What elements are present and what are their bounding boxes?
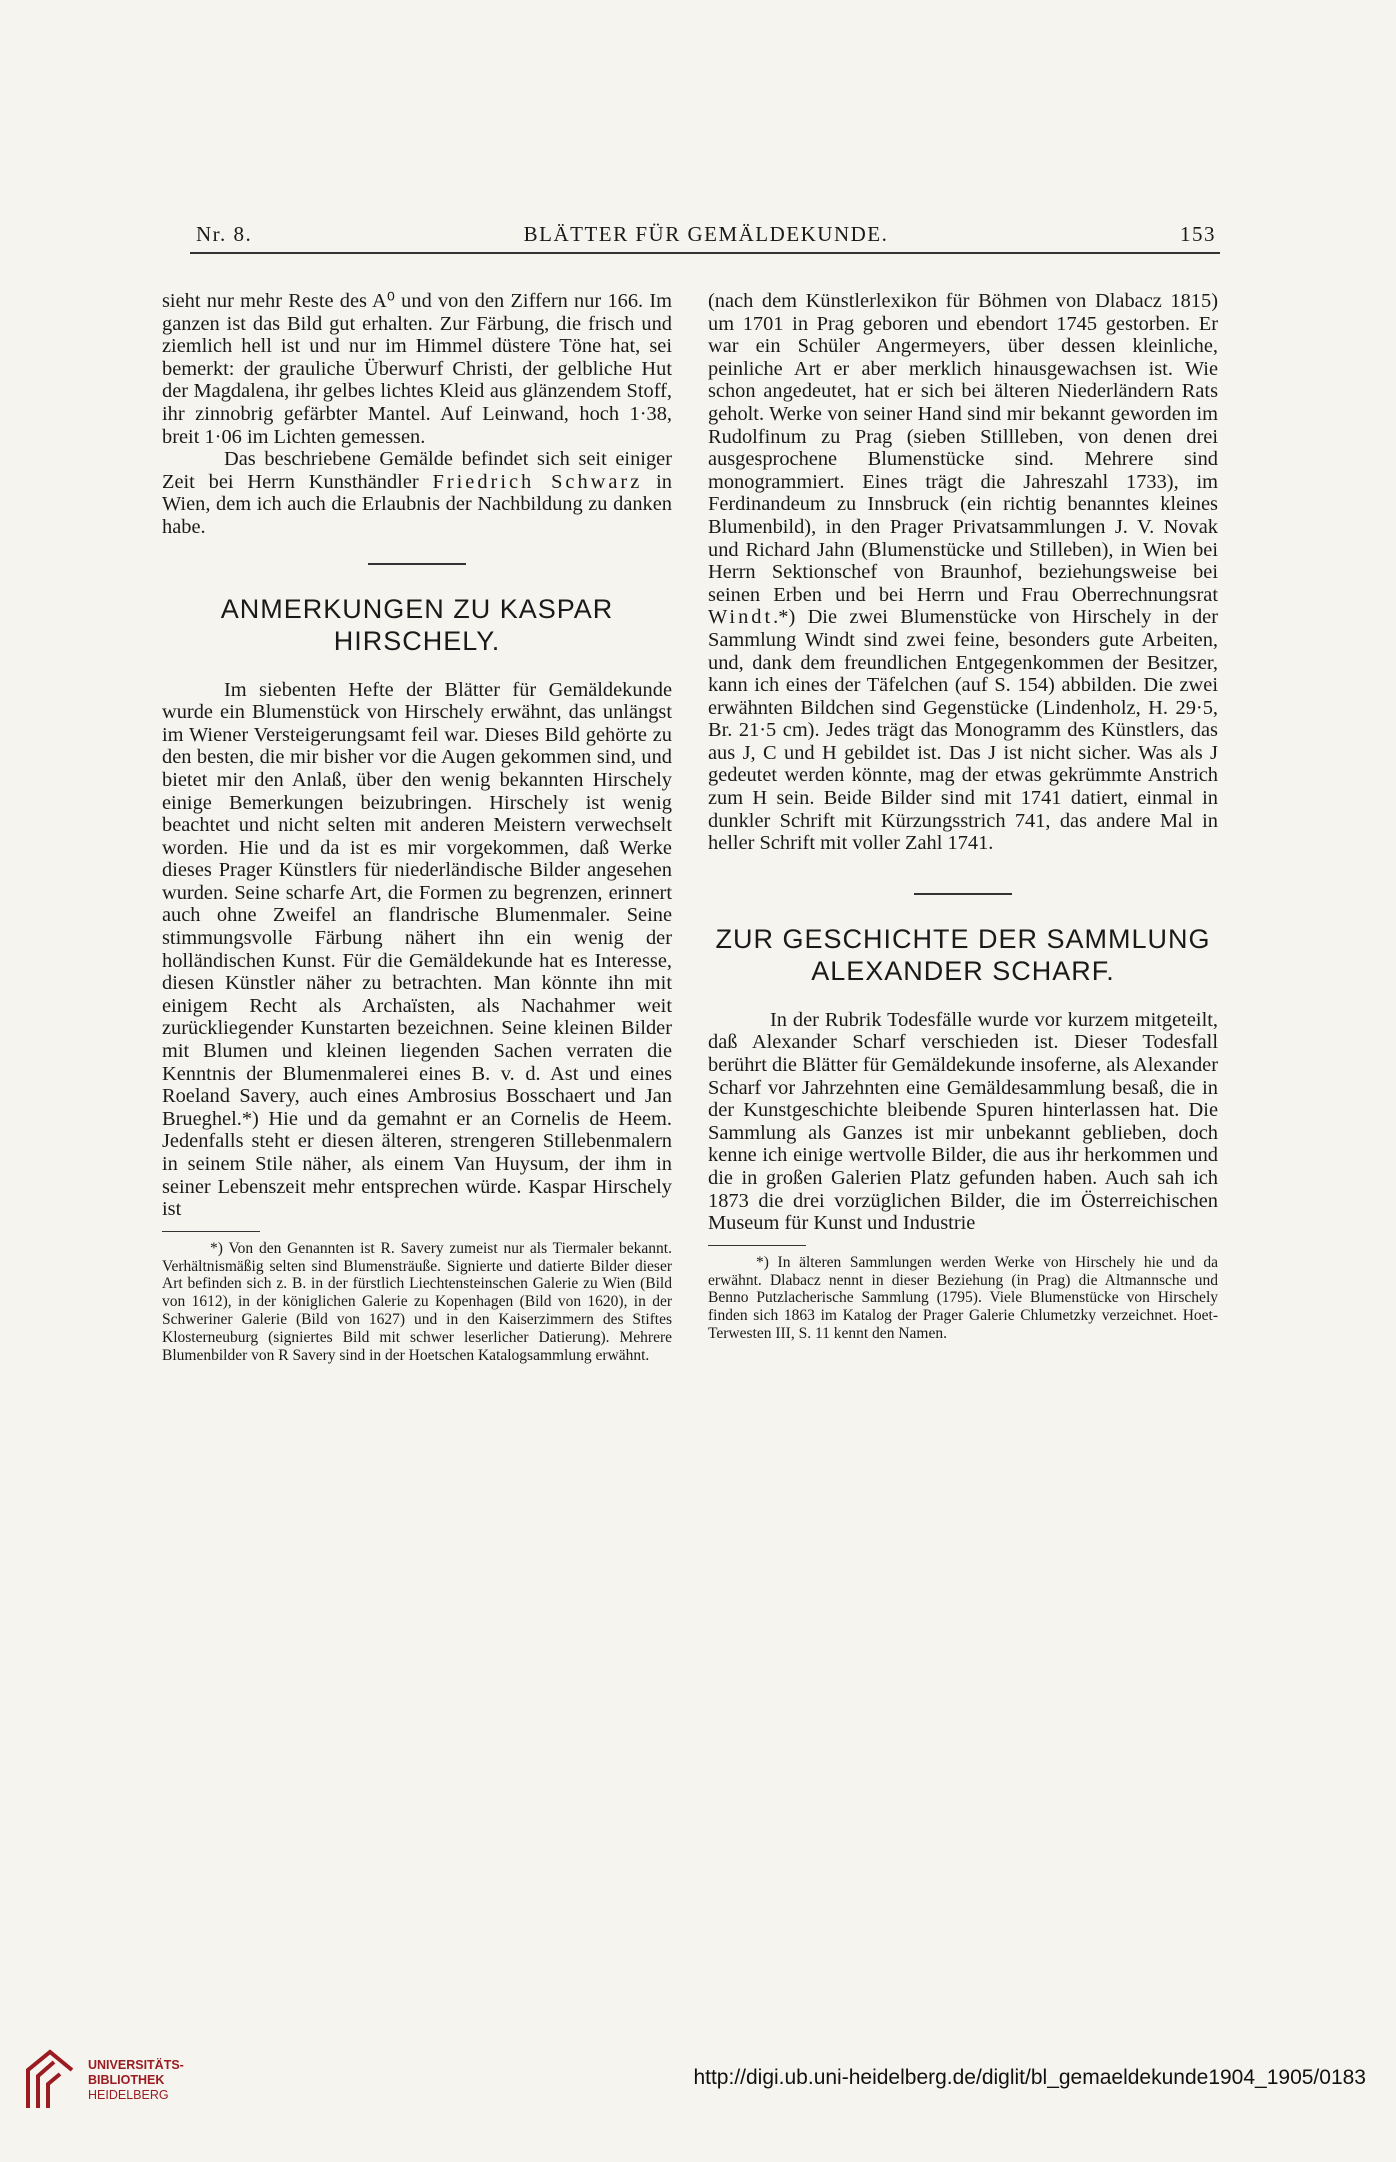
right-para1-before: (nach dem Künstlerlexikon für Böhmen von Dlabacz 1815) um 1701 in Prag geboren und ebendort 1745 gestorben. Er war ein Schüler Angermeyers, über dessen kleinliche, peinliche Art er aber merklich hinausgewachsen ist. Wie schon angedeutet, hat er sich bei älteren Niederländern Rats geholt. Werke von seiner Hand sind mir bekannt geworden im Rudolfinum zu Prag (sieben Stillleben, von denen drei ausgesprochene Blumenstücke sind. Mehrere sind monogrammiert. Eines trägt die Jahreszahl 1733), im Ferdinandeum zu Innsbruck (ein richtig benanntes kleines Blumenbild), in den Prager Privatsammlungen J. V. Novak und Richard Jahn (Blumenstücke und Stilleben), in Wien bei Herrn Sektionschef von Braunhof, beziehungsweise bei seinen Erben und bei Herrn und Frau Oberrechnungsrat bbox=[708, 290, 1218, 606]
right-para1-after: .*) Die zwei Blumenstücke von Hirschely in der Sammlung Windt sind zwei feine, besonders gute Arbeiten, und, dank dem freundlichen Entgegenkommen der Besitzer, kann ich eines der Täfelchen (auf S. 154) abbilden. Die zwei erwähnten Bildchen sind Gegenstücke (Lindenholz, H. 29·5, Br. 21·5 cm). Jedes trägt das Monogramm des Künstlers, das aus J, C und H gebildet ist. Das J ist nicht sicher. Was als J gedeutet werden könnte, mag der etwas gekrümmte Anstrich zum H sein. Beide Bilder sind mit 1741 datiert, einmal in dunkler Schrift mit Kürzungsstrich 741, das andere Mal in heller Schrift mit voller Zahl 1741. bbox=[708, 606, 1218, 855]
source-url-link[interactable]: http://digi.ub.uni-heidelberg.de/diglit/bl_gemaeldekunde1904_1905/0183 bbox=[693, 2066, 1366, 2089]
library-name-line-3: HEIDELBERG bbox=[88, 2088, 169, 2102]
page-number: 153 bbox=[1180, 222, 1216, 246]
left-paragraph-3: Im siebenten Hefte der Blätter für Gemäldekunde wurde ein Blumenstück von Hirschely erwähnt, das unlängst im Wiener Versteigerungsamt feil war. Dieses Bild gehörte zu den besten, die mir bisher vor die Augen gekommen sind, und bietet mir den Anlaß, über den wenig bekannten Hirschely einige Bemerkungen beizubringen. Hirschely ist wenig beachtet und nicht selten mit anderen Meistern verwechselt worden. Hie und da ist es mir vorgekommen, daß Werke dieses Prager Künstlers für niederländische Bilder angesehen wurden. Seine scharfe Art, die Formen zu begrenzen, erinnert auch ohne Zweifel an flandrische Blumenmaler. Seine stimmungsvolle Färbung nähert ihn ein wenig der holländischen Kunst. Für die Gemäldekunde hat es Interesse, diesen Künstler näher zu betrachten. Man könnte ihn mit einigem Recht als Archaïsten, als Nachahmer weit zurückliegender Kunstarten bezeichnen. Seine kleinen Bilder mit Blumen und kleinen liegenden Sachen verraten die Kenntnis der Blumenmalerei eines B. v. d. Ast und eines Roeland Savery, auch eines Ambrosius Bosschaert und Jan Brueghel.*) Hie und da gemahnt er an Cornelis de Heem. Jedenfalls steht er diesen älteren, strengeren Stillebenmalern in seinem Stile näher, als einem Van Huysum, der ihm in seiner Lebenszeit mehr entsprechen würde. Kaspar Hirschely ist bbox=[162, 678, 672, 1221]
left-footnote-text: *) Von den Genannten ist R. Savery zumeist nur als Tiermaler bekannt. Verhältnismäßig selten sind Blumensträuße. Signierte und datierte Bilder dieser Art befinden sich z. B. in der fürstlich Liechtensteinschen Galerie zu Wien (Bild von 1612), in der königlichen Galerie zu Kopenhagen (Bild von 1620), in der Schweriner Galerie (Bild von 1627) und in den Kaiserzimmern des Stiftes Klosterneuburg (signiertes Bild mit schwer leserlicher Datierung). Mehrere Blumenbilder von R Savery sind in der Hoetschen Katalogsammlung erwähnt. bbox=[162, 1239, 672, 1364]
footnote-rule bbox=[162, 1231, 260, 1232]
footnote-rule bbox=[708, 1245, 806, 1246]
para2-text-before: Das beschriebene Gemälde befindet sich seit einiger Zeit bei Herrn Kunsthändler bbox=[162, 448, 672, 493]
right-footnote-text: *) In älteren Sammlungen werden Werke von Hirschely hie und da erwähnt. Dlabacz nennt in dieser Beziehung (in Prag) die Altmannsche und Benno Putzlacherische Sammlung (1795). Viele Blumenstücke von Hirschely finden sich 1863 im Katalog der Prager Galerie Chlumetzky verzeichnet. Hoet-Terwesten III, S. 11 kennt den Namen. bbox=[708, 1253, 1218, 1342]
section-heading-scharf: ZUR GESCHICHTE DER SAMMLUNG ALEXANDER SCHARF. bbox=[715, 923, 1211, 986]
right-paragraph-2: In der Rubrik Todesfälle wurde vor kurzem mitgeteilt, daß Alexander Scharf verschieden ist. Dieser Todesfall berührt die Blätter für Gemäldekunde insoferne, als Alexander Scharf vor Jahrzehnten eine Gemäldesammlung besaß, die in der Kunstgeschichte bleibende Spuren hinterlassen hat. Die Sammlung als Ganzes ist mir unbekannt geblieben, doch kenne ich einige wertvolle Bilder, die aus ihr herkommen und die in großen Galerien Platz gefunden haben. Auch sah ich 1873 die drei vorzüglichen Bilder, die im Österreichischen Museum für Kunst und Industrie bbox=[708, 1008, 1218, 1235]
left-column bbox=[162, 290, 672, 1364]
right-footnote bbox=[708, 1254, 1218, 1343]
library-logo-icon bbox=[20, 2046, 80, 2116]
library-name-line-1: UNIVERSITÄTS- bbox=[88, 2058, 184, 2072]
library-name bbox=[88, 2058, 184, 2103]
para2-text-after: in Wien, dem ich auch die Erlaubnis der Nachbildung zu danken habe. bbox=[162, 470, 672, 538]
issue-number: Nr. 8. bbox=[196, 222, 253, 246]
left-paragraph-1: sieht nur mehr Reste des A⁰ und von den Ziffern nur 166. Im ganzen ist das Bild gut erhalten. Zur Färbung, die frisch und ziemlich hell ist und nur im Himmel düstere Töne hat, sei bemerkt: der grauliche Überwurf Christi, der gelbliche Hut der Magdalena, ihr gelbes lichtes Kleid aus glänzendem Stoff, ihr zinnobrig gefärbter Mantel. Auf Leinwand, hoch 1·38, breit 1·06 im Lichten gemessen. bbox=[162, 290, 672, 448]
section-heading-hirschely: ANMERKUNGEN ZU KASPAR HIRSCHELY. bbox=[220, 593, 614, 656]
journal-title: BLÄTTER FÜR GEMÄLDEKUNDE. bbox=[523, 222, 889, 246]
left-paragraph-2 bbox=[162, 448, 672, 538]
section-divider bbox=[368, 563, 466, 565]
right-paragraph-1 bbox=[708, 290, 1218, 855]
header-rule bbox=[190, 252, 1220, 254]
left-footnote bbox=[162, 1240, 672, 1365]
right-column bbox=[708, 290, 1218, 1343]
library-logo[interactable] bbox=[20, 2046, 200, 2116]
owner-name: Windt bbox=[708, 606, 774, 629]
dealer-name: Friedrich Schwarz bbox=[432, 470, 643, 493]
library-name-line-2: BIBLIOTHEK bbox=[88, 2073, 165, 2087]
section-divider bbox=[914, 893, 1012, 895]
